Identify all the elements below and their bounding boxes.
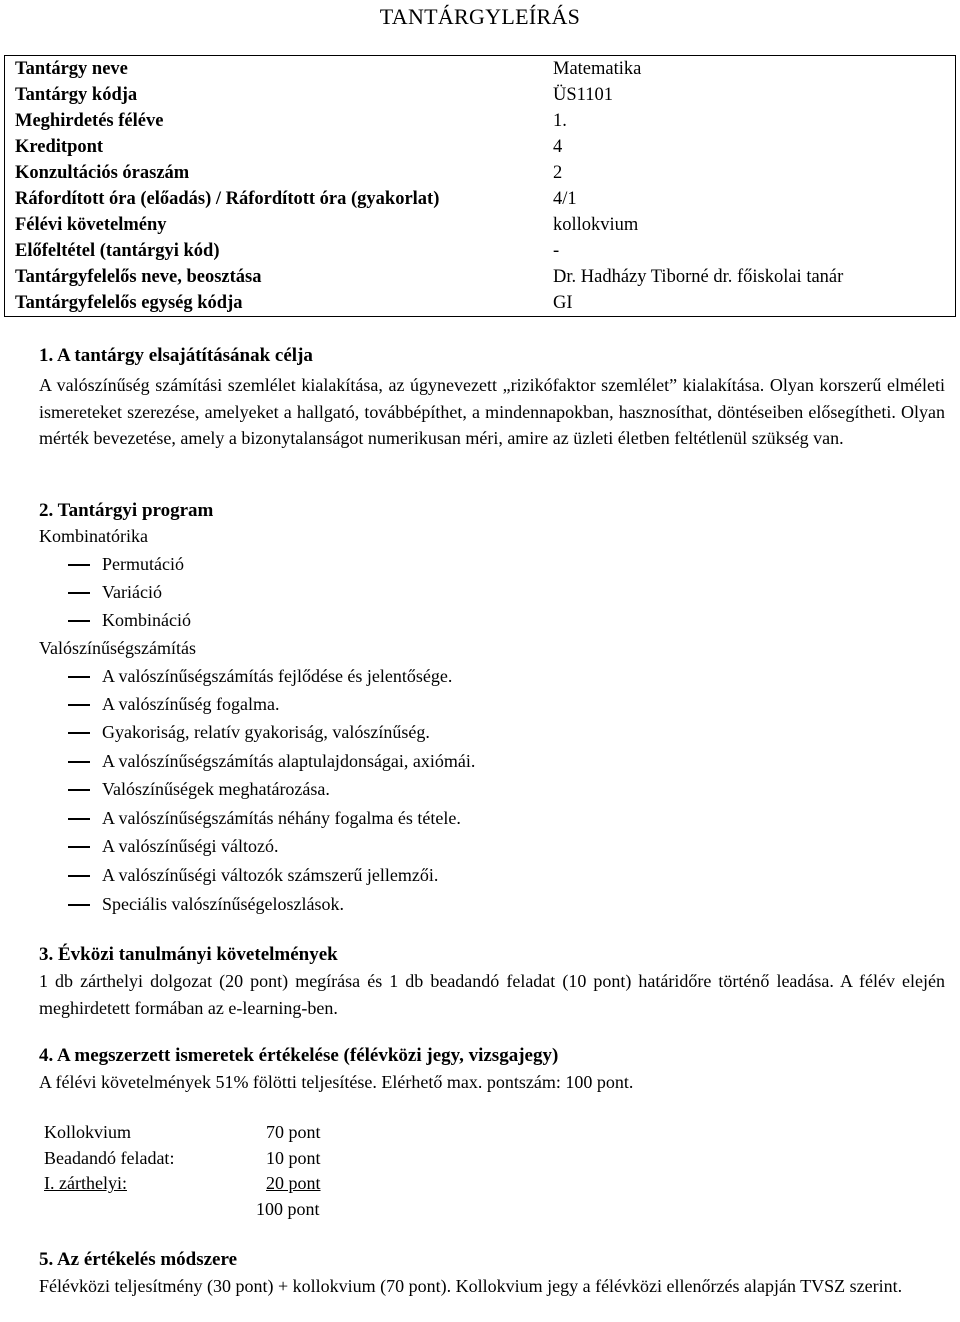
row-label: Tantárgyfelelős neve, beosztása [15, 267, 262, 287]
dash-bullet-icon [68, 620, 90, 622]
row-value: 4 [553, 137, 563, 157]
table-row [5, 186, 956, 212]
score-name: Kollokvium [44, 1122, 132, 1142]
list-item: A valószínűségi változók számszerű jellemzői. [68, 862, 438, 890]
list-item: Speciális valószínűségeloszlások. [68, 891, 344, 919]
section-5-heading: 5. Az értékelés módszere [39, 1249, 238, 1270]
section-3-text: 1 db zárthelyi dolgozat (20 pont) megírása és 1 db beadandó feladat (10 pont) határidőre történő leadása. A félév elején meghirdetett formában az e-learning-ben. [39, 971, 945, 1018]
list-item: Variáció [68, 579, 162, 607]
group-combinatorics-label: Kombinatórika [39, 526, 148, 546]
list-item: Gyakoriság, relatív gyakoriság, valószínűség. [68, 719, 430, 747]
row-value: - [553, 241, 560, 261]
dash-bullet-icon [68, 789, 90, 791]
row-value: GI [553, 293, 573, 313]
row-value: ÜS1101 [553, 85, 613, 105]
row-label: Kreditpont [15, 137, 104, 157]
row-label: Félévi követelmény [15, 215, 167, 235]
row-label: Tantárgy kódja [15, 85, 138, 105]
document-title: TANTÁRGYLEÍRÁS [379, 4, 581, 29]
list-item: A valószínűségi változó. [68, 833, 278, 861]
table-row [5, 134, 956, 160]
list-item: A valószínűségszámítás néhány fogalma és tétele. [68, 805, 461, 833]
score-points: 20 pont [266, 1173, 321, 1193]
course-info-table [4, 55, 956, 317]
table-row [5, 238, 956, 264]
list-item: A valószínűségszámítás fejlődése és jelentősége. [68, 663, 452, 691]
list-item: Valószínűségek meghatározása. [68, 776, 330, 804]
row-value: 1. [553, 111, 567, 131]
group-probability-label: Valószínűségszámítás [39, 638, 196, 658]
section-4-heading: 4. A megszerzett ismeretek értékelése (félévközi jegy, vizsgajegy) [39, 1045, 559, 1066]
dash-bullet-icon [68, 761, 90, 763]
table-row [5, 56, 956, 83]
dash-bullet-icon [68, 846, 90, 848]
table-row [5, 108, 956, 134]
dash-bullet-icon [68, 704, 90, 706]
section-3-heading: 3. Évközi tanulmányi követelmények [39, 944, 338, 965]
score-points: 10 pont [266, 1148, 321, 1168]
dash-bullet-icon [68, 592, 90, 594]
dash-bullet-icon [68, 564, 90, 566]
row-label: Előfeltétel (tantárgyi kód) [15, 241, 220, 261]
table-row [5, 212, 956, 238]
row-value: 2 [553, 163, 563, 183]
dash-bullet-icon [68, 676, 90, 678]
section-1-heading: 1. A tantárgy elsajátításának célja [39, 345, 313, 366]
section-5-text: Félévközi teljesítmény (30 pont) + kollokvium (70 pont). Kollokvium jegy a félévközi ellenőrzés alapján TVSZ szerint. [39, 1276, 903, 1296]
score-name: Beadandó feladat: [44, 1148, 175, 1168]
table-row [5, 264, 956, 290]
list-item: A valószínűség fogalma. [68, 691, 279, 719]
dash-bullet-icon [68, 875, 90, 877]
table-row [5, 82, 956, 108]
dash-bullet-icon [68, 818, 90, 820]
row-label: Tantárgy neve [15, 59, 128, 79]
list-item: Kombináció [68, 607, 191, 635]
row-value: 4/1 [553, 189, 577, 209]
section-1-text: A valószínűség számítási szemlélet kialakítása, az úgynevezett „rizikófaktor szemlélet” kialakítása. Olyan korszerű elméleti ismereteket szerezése, amelyeket a hallgató, továbbépíthet, a mindennapokban, hasznosíthat, döntéseiben elősegítheti. Olyan mérték bevezetése, amely a bizonytalanságot numerikusan méri, amire az üzleti életben feltétlenül szükség van. [39, 375, 945, 448]
row-label: Meghirdetés féléve [15, 111, 164, 131]
score-name: I. zárthelyi: [44, 1173, 127, 1193]
list-item: A valószínűségszámítás alaptulajdonságai, axiómái. [68, 748, 475, 776]
dash-bullet-icon [68, 732, 90, 734]
section-4-text: A félévi követelmények 51% fölötti teljesítése. Elérhető max. pontszám: 100 pont. [39, 1072, 634, 1092]
score-total: 100 pont [256, 1199, 320, 1219]
row-value: Dr. Hadházy Tiborné dr. főiskolai tanár [553, 267, 844, 287]
dash-bullet-icon [68, 904, 90, 906]
section-2-heading: 2. Tantárgyi program [39, 500, 214, 521]
row-label: Tantárgyfelelős egység kódja [15, 293, 243, 313]
row-value: kollokvium [553, 215, 639, 235]
table-row [5, 290, 956, 317]
row-label: Ráfordított óra (előadás) / Ráfordított óra (gyakorlat) [15, 189, 440, 209]
list-item: Permutáció [68, 551, 184, 579]
row-value: Matematika [553, 59, 642, 79]
row-label: Konzultációs óraszám [15, 163, 190, 183]
score-points: 70 pont [266, 1122, 321, 1142]
table-row [5, 160, 956, 186]
